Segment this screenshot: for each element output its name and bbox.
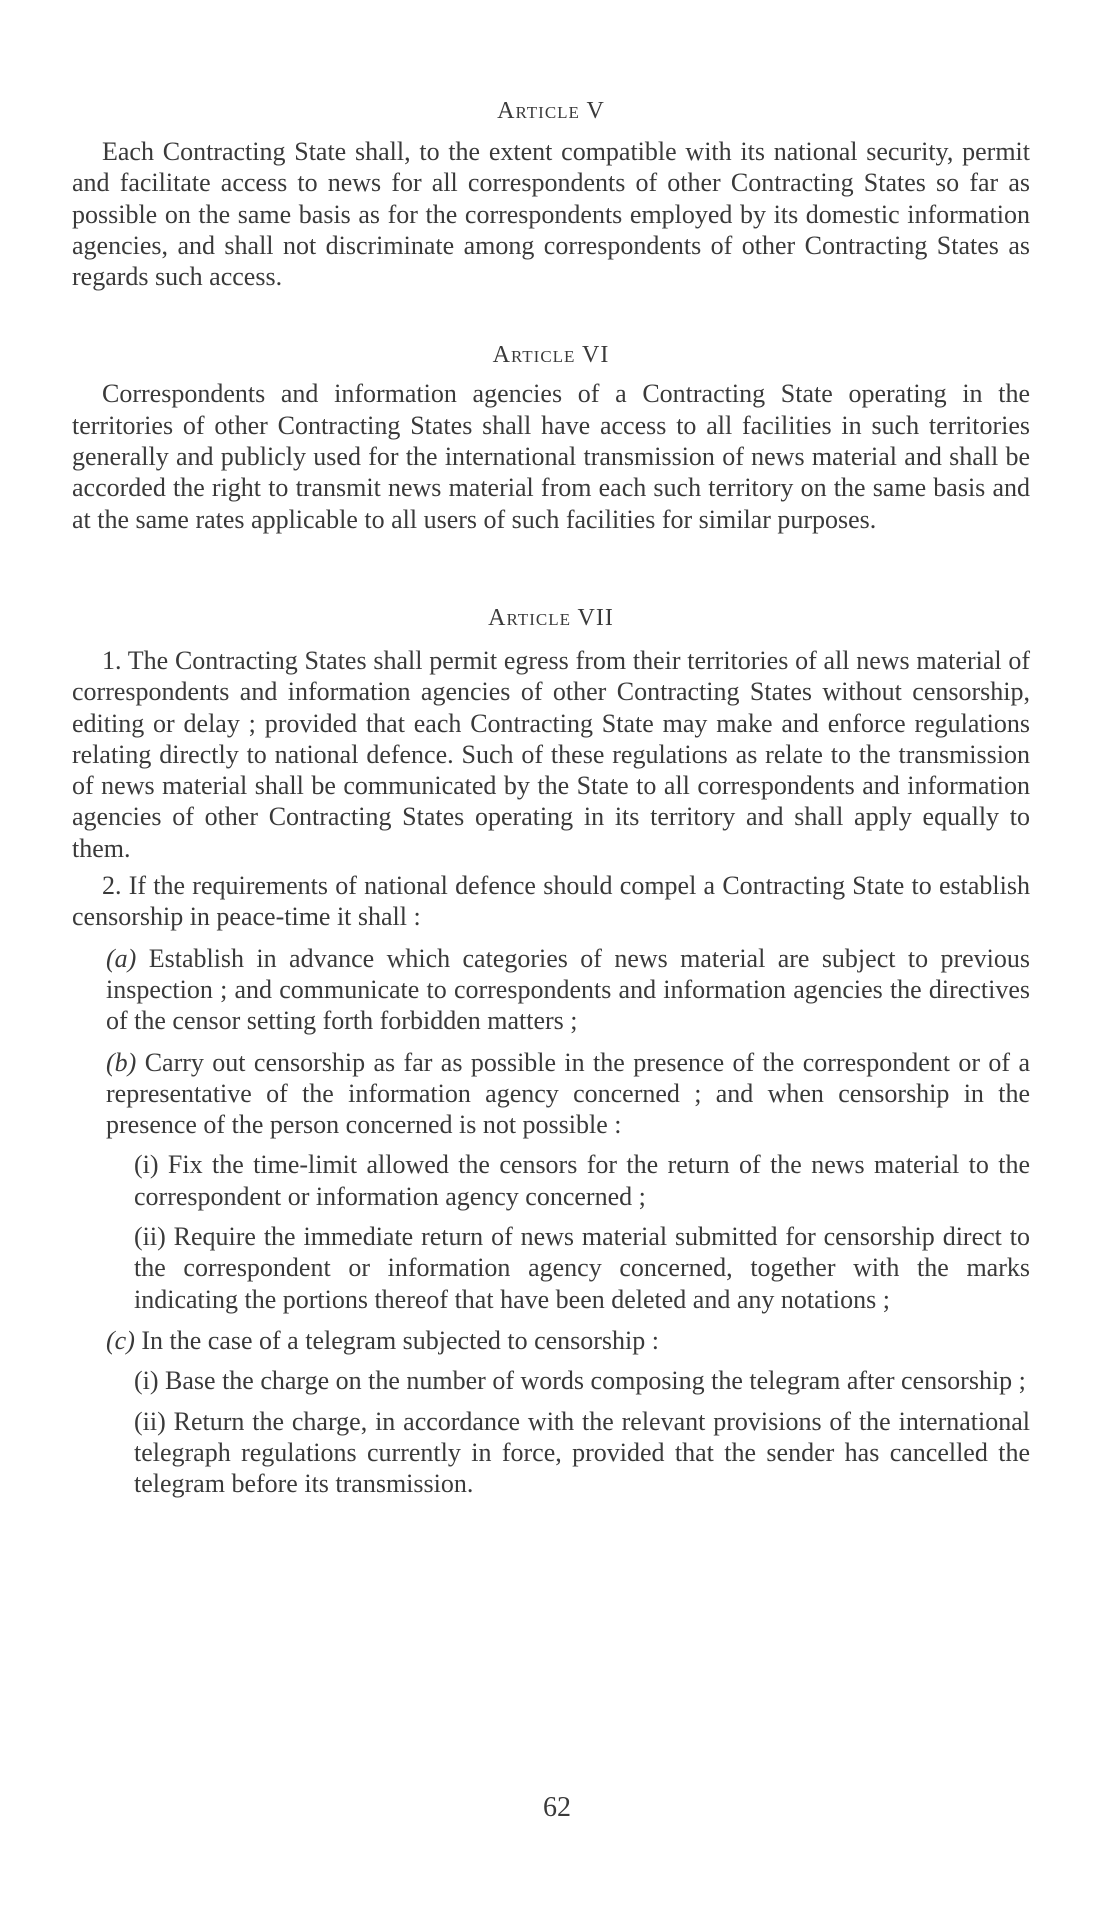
article-6-text: Correspondents and information agencies of a Contracting State operating in the territories of other Contracting States shall have access to all facilities in such territories generally and publicly used for the international transmission of news material and shall be accorded the right to transmit news material from each such territory on the same basis and at the same rates applicable to all users of such facilities for similar purposes.: [72, 379, 1030, 534]
item-a-marker: (a): [106, 943, 137, 973]
article-7-heading: Article VII: [488, 604, 614, 631]
article-6-heading: Article VI: [492, 342, 610, 369]
item-a-text: Establish in advance which categories of news material are subject to previous inspection ; and communicate to correspondents and information agencies the directives of the censor setting forth forbidden matters ;: [106, 943, 1030, 1036]
item-c-text: In the case of a telegram subjected to censorship :: [141, 1325, 659, 1355]
article-5-heading: Article V: [497, 98, 605, 124]
item-b-text: Carry out censorship as far as possible in the presence of the correspondent or of a representative of the information agency concerned ; and when censorship in the presence of the person concerned is not possible :: [106, 1047, 1031, 1140]
item-b-i: (i) Fix the time-limit allowed the censors for the return of the news material to the correspondent or information agency concerned ;: [134, 1150, 1030, 1211]
article-5-text: Each Contracting State shall, to the extent compatible with its national security, permit and facilitate access to news for all correspondents of other Contracting States so far as possible on the same basis as for the correspondents employed by its domestic information agencies, and shall not discriminate among correspondents of other Contracting States as regards such access.: [72, 137, 1030, 292]
item-b: [106, 1047, 1030, 1141]
item-b-ii: (ii) Require the immediate return of news material submitted for censorship direct to the correspondent or information agency concerned, together with the marks indicating the portions thereof that have been deleted and any notations ;: [134, 1222, 1030, 1314]
article-7-paragraph-1: 1. The Contracting States shall permit egress from their territories of all news material of correspondents and information agencies of other Contracting States without censorship, editing or delay ; provided that each Contracting State may make and enforce regulations relating directly to national defence. Such of these regulations as relate to the transmission of news material shall be communicated by the State to all correspondents and information agencies of other Contracting States operating in its territory and shall apply equally to them.: [72, 645, 1030, 863]
item-c-marker: (c): [106, 1325, 135, 1355]
document-page: [72, 96, 1030, 1499]
item-a: [106, 943, 1030, 1037]
page-number: 62: [543, 1792, 571, 1823]
item-b-marker: (b): [106, 1047, 137, 1077]
item-c-i: (i) Base the charge on the number of words composing the telegram after censorship ;: [134, 1366, 1026, 1396]
item-c-ii: (ii) Return the charge, in accordance with the relevant provisions of the international telegraph regulations currently in force, provided that the sender has cancelled the telegram before its transmission.: [134, 1406, 1030, 1499]
item-c: [106, 1325, 1030, 1356]
article-7-paragraph-2: 2. If the requirements of national defence should compel a Contracting State to establish censorship in peace-time it shall :: [72, 871, 1030, 932]
